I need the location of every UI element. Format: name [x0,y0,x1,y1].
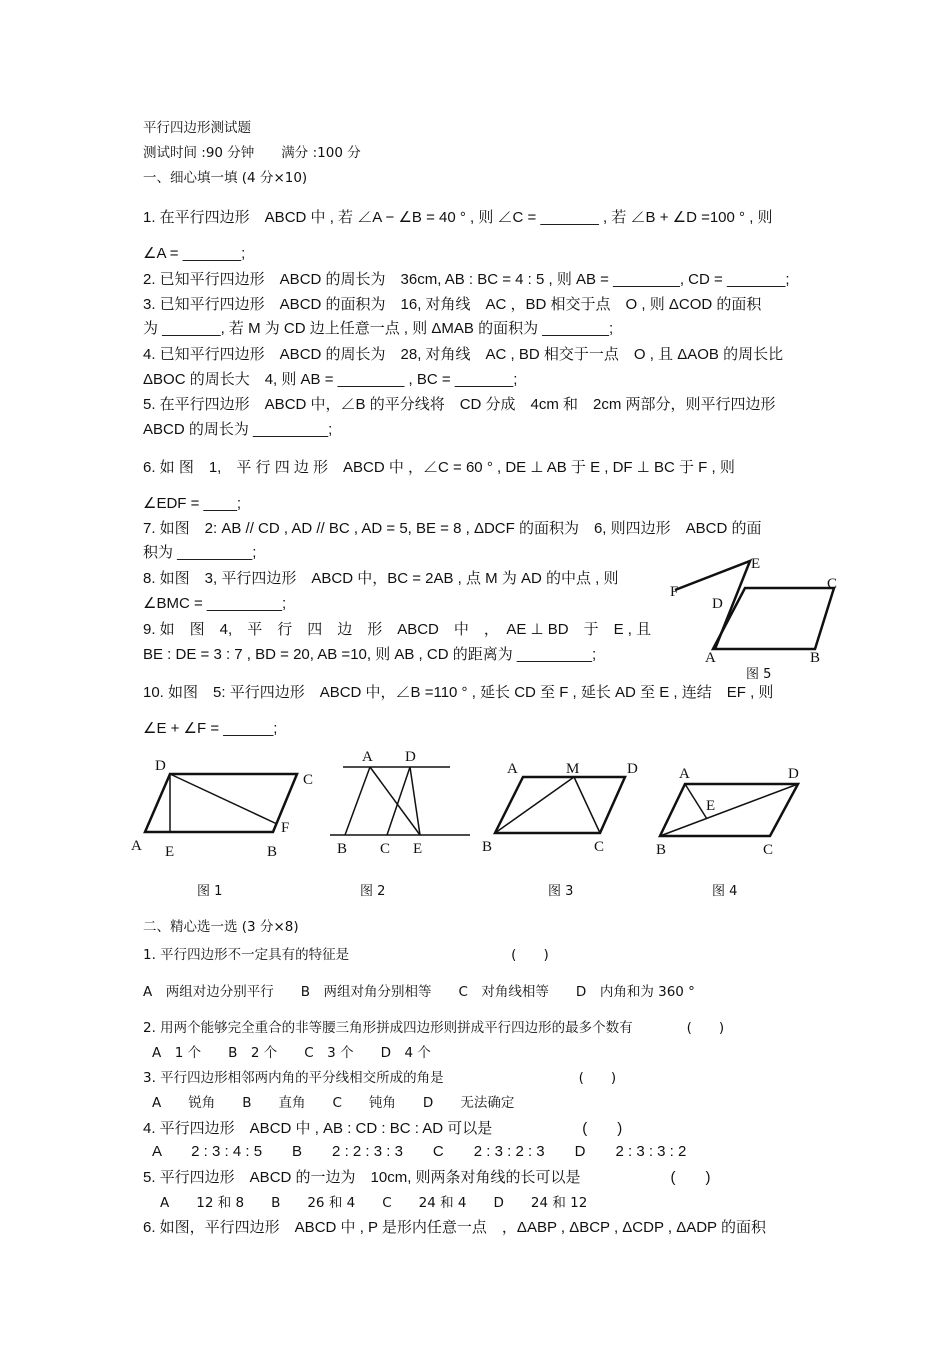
fig1-label-e: E [165,844,175,860]
fig4-label-e: E [706,798,716,814]
fig1-label-d: D [155,758,166,774]
choice-4: 4. 平行四边形 ABCD 中 , AB : CD : BC : AD 可以是 ( ) [143,1120,623,1137]
question-2: 2. 已知平行四边形 ABCD 的周长为 36cm, AB : BC = 4 : 5 , 则 AB = ________, CD = _______; [143,271,790,288]
fig3-label-b: B [482,839,493,855]
question-1-line-1: 1. 在平行四边形 ABCD 中 , 若 ∠A − ∠B = 40 ° , 则 ∠C = _______ , 若 ∠B + ∠D =100 ° , 则 [143,209,773,226]
question-3-line-1: 3. 已知平行四边形 ABCD 的面积为 16, 对角线 AC ，BD 相交于点 O , 则 ΔCOD 的面积 [143,296,762,313]
fig4-label-b: B [656,842,667,858]
fig1-label-b: B [267,844,278,860]
choice-1-options: A 两组对边分别平行 B 两组对角分别相等 C 对角线相等 D 内角和为 360 ° [143,984,695,1000]
choice-3-options: A 锐角 B 直角 C 钝角 D 无法确定 [152,1095,515,1111]
fig1-label-f: F [281,820,290,836]
figure-3 [480,755,645,860]
fig5-label-a: A [705,650,716,666]
figure-3-caption: 图 3 [548,884,574,899]
fig2-label-d: D [405,749,416,765]
question-10-line-1: 10. 如图 5: 平行四边形 ABCD 中，∠B =110 ° , 延长 CD 至 F , 延长 AD 至 E , 连结 EF , 则 [143,684,774,701]
choice-5-options: A 12 和 8 B 26 和 4 C 24 和 4 D 24 和 12 [160,1195,588,1211]
test-meta: 测试时间 :90 分钟 满分 :100 分 [143,145,361,161]
fig5-label-c: C [827,576,838,592]
question-6-line-1: 6. 如 图 1, 平 行 四 边 形 ABCD 中 ，∠C = 60 ° , DE ⊥ AB 于 E , DF ⊥ BC 于 F , 则 [143,459,735,476]
figure-1-caption: 图 1 [197,884,223,899]
section-2-heading: 二、精心选一选 (3 分×8) [143,919,299,935]
question-8-line-2: ∠BMC = _________; [143,595,287,612]
fig2-label-b: B [337,841,348,857]
fig2-label-e: E [413,841,423,857]
question-6-line-2: ∠EDF = ____; [143,495,242,512]
figure-1 [125,752,325,862]
question-7-line-2: 积为 _________; [143,544,257,561]
fig1-label-c: C [303,772,314,788]
fig5-label-e: E [751,556,761,572]
fig3-label-d: D [627,761,638,777]
fig1-label-a: A [131,838,142,854]
fig4-label-d: D [788,766,799,782]
question-4-line-1: 4. 已知平行四边形 ABCD 的周长为 28, 对角线 AC , BD 相交于一点 O , 且 ΔAOB 的周长比 [143,346,784,363]
fig4-label-a: A [679,766,690,782]
fig3-label-a: A [507,761,518,777]
question-5-line-2: ABCD 的周长为 _________; [143,421,333,438]
choice-6: 6. 如图，平行四边形 ABCD 中 , P 是形内任意一点 ，ΔABP , ΔBCP , ΔCDP , ΔADP 的面积 [143,1219,766,1236]
question-7-line-1: 7. 如图 2: AB // CD , AD // BC , AD = 5, BE = 8 , ΔDCF 的面积为 6, 则四边形 ABCD 的面 [143,520,762,537]
choice-2-options: A 1 个 B 2 个 C 3 个 D 4 个 [152,1045,431,1061]
fig3-label-c: C [594,839,605,855]
section-1-heading: 一、细心填一填 (4 分×10) [143,170,308,186]
choice-1: 1. 平行四边形不一定具有的特征是 ( ) [143,947,549,963]
fig5-label-b: B [810,650,821,666]
choice-2: 2. 用两个能够完全重合的非等腰三角形拼成四边形则拼成平行四边形的最多个数有 ( ) [143,1020,725,1036]
question-1-line-2: ∠A = _______; [143,245,246,262]
figure-4-caption: 图 4 [712,884,738,899]
figure-4 [652,760,817,860]
choice-3: 3. 平行四边形相邻两内角的平分线相交所成的角是 ( ) [143,1070,617,1086]
question-4-line-2: ΔBOC 的周长大 4, 则 AB = ________ , BC = _______; [143,371,518,388]
figure-5-caption: 图 5 [746,667,772,682]
figure-2-caption: 图 2 [360,884,386,899]
fig4-label-c: C [763,842,774,858]
choice-4-options: A 2 : 3 : 4 : 5 B 2 : 2 : 3 : 3 C 2 : 3 : 2 : 3 D 2 : 3 : 3 : 2 [152,1143,687,1160]
choice-5: 5. 平行四边形 ABCD 的一边为 10cm, 则两条对角线的长可以是 ( ) [143,1169,711,1186]
question-8-line-1: 8. 如图 3, 平行四边形 ABCD 中，BC = 2AB , 点 M 为 AD 的中点 , 则 [143,570,619,587]
page-title: 平行四边形测试题 [143,120,251,136]
question-9-line-2: BE : DE = 3 : 7 , BD = 20, AB =10, 则 AB , CD 的距离为 _________; [143,646,597,663]
fig3-label-m: M [566,761,580,777]
question-9-line-1: 9. 如 图 4, 平 行 四 边 形 ABCD 中 ， AE ⊥ BD 于 E , 且 [143,621,652,638]
fig5-label-d: D [712,596,723,612]
fig5-label-f: F [670,584,679,600]
question-5-line-1: 5. 在平行四边形 ABCD 中，∠B 的平分线将 CD 分成 4cm 和 2cm 两部分，则平行四边形 [143,396,776,413]
fig2-label-c: C [380,841,391,857]
question-3-line-2: 为 _______, 若 M 为 CD 边上任意一点 , 则 ΔMAB 的面积为 ________; [143,320,614,337]
question-10-line-2: ∠E + ∠F = ______; [143,720,278,737]
figure-2 [325,745,480,860]
fig2-label-a: A [362,749,373,765]
